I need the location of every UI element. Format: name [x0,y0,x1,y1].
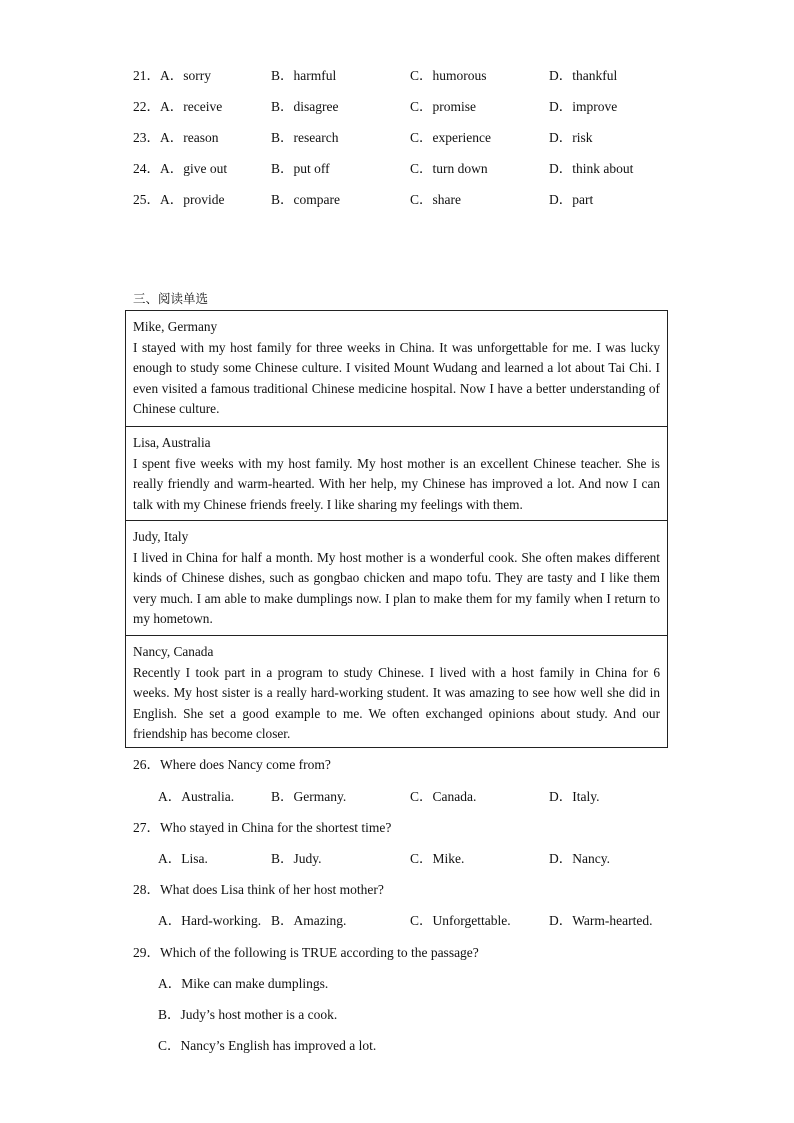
cloze-row-21 [0,66,794,86]
passage-author: Lisa, Australia [133,435,211,450]
option-b: B．Germany. [271,789,347,804]
passage-author: Mike, Germany [133,319,218,334]
option-c: C．promise [410,99,476,114]
option-a: A．Mike can make dumplings. [158,976,329,991]
question-stem: 28．What does Lisa think of her host mother? [133,882,384,897]
option-b: B．put off [271,161,330,176]
option-c: C．experience [410,130,491,145]
option-b: B．Amazing. [271,913,347,928]
option-b: B．compare [271,192,340,207]
passage-text: Recently I took part in a program to study Chinese. I lived with a host family in China for 6 weeks. My host sister is a really hard-working student. It was amazing to see how well she did in English. She set a good example to me. We often exchanged opinions about study. And our friendship has become closer. [133,664,660,742]
option-c: C．Mike. [410,851,465,866]
option-d: D．Nancy. [549,851,610,866]
question-number: 25． [133,192,160,207]
passage-author: Nancy, Canada [133,644,214,659]
option-a: A．provide [160,192,225,207]
option-a: A．reason [160,130,219,145]
section-title: 三、阅读单选 [133,291,209,306]
option-c: C．turn down [410,161,488,176]
question-stem: 27．Who stayed in China for the shortest time? [133,820,392,835]
passage-text: I stayed with my host family for three weeks in China. It was unforgettable for me. I was lucky enough to study some Chinese culture. I visited Mount Wudang and learned a lot about Tai Chi. I even visited a famous traditional Chinese medicine hospital. Now I have a better understanding of Chinese culture. [133,339,660,417]
option-a: A．give out [160,161,228,176]
question-stem: 26．Where does Nancy come from? [133,757,331,772]
question-stem: 29．Which of the following is TRUE according to the passage? [133,945,479,960]
passage-cell-nancy [126,635,667,747]
passage-table [125,310,668,748]
option-d: D．thankful [549,68,618,83]
option-c: C．Unforgettable. [410,913,511,928]
option-d: D．part [549,192,594,207]
option-a: A．Australia. [158,789,235,804]
option-d: D．think about [549,161,634,176]
passage-text: I spent five weeks with my host family. My host mother is an excellent Chinese teacher. She is really friendly and warm-hearted. With her help, my Chinese has improved a lot. And now I can talk with my Chinese friends freely. I like sharing my feelings with them. [133,455,660,512]
option-b: B．Judy’s host mother is a cook. [158,1007,338,1022]
cloze-row-23 [0,128,794,148]
option-c: C．share [410,192,461,207]
cloze-row-25 [0,190,794,210]
passage-text: I lived in China for half a month. My host mother is a wonderful cook. She often makes different kinds of Chinese dishes, such as gongbao chicken and mapo tofu. They are tasty and I like them very much. I am able to make dumplings now. I plan to make them for my family when I return to my hometown. [133,549,660,627]
option-d: D．Italy. [549,789,600,804]
cloze-row-22 [0,97,794,117]
passage-cell-mike [126,311,667,426]
option-a: A．Hard-working. [158,913,262,928]
option-a: A．Lisa. [158,851,208,866]
option-d: D．improve [549,99,618,114]
option-d: D．risk [549,130,593,145]
passage-cell-lisa [126,426,667,520]
option-b: B．research [271,130,339,145]
question-number: 21． [133,68,160,83]
question-number: 23． [133,130,160,145]
option-c: C．humorous [410,68,487,83]
question-number: 24． [133,161,160,176]
passage-cell-judy [126,520,667,635]
passage-author: Judy, Italy [133,529,189,544]
option-b: B．harmful [271,68,337,83]
option-c: C．Canada. [410,789,477,804]
option-c: C．Nancy’s English has improved a lot. [158,1038,377,1053]
option-d: D．Warm-hearted. [549,913,653,928]
option-b: B．Judy. [271,851,322,866]
cloze-row-24 [0,159,794,179]
question-number: 22． [133,99,160,114]
option-a: A．receive [160,99,223,114]
option-b: B．disagree [271,99,339,114]
option-a: A．sorry [160,68,211,83]
